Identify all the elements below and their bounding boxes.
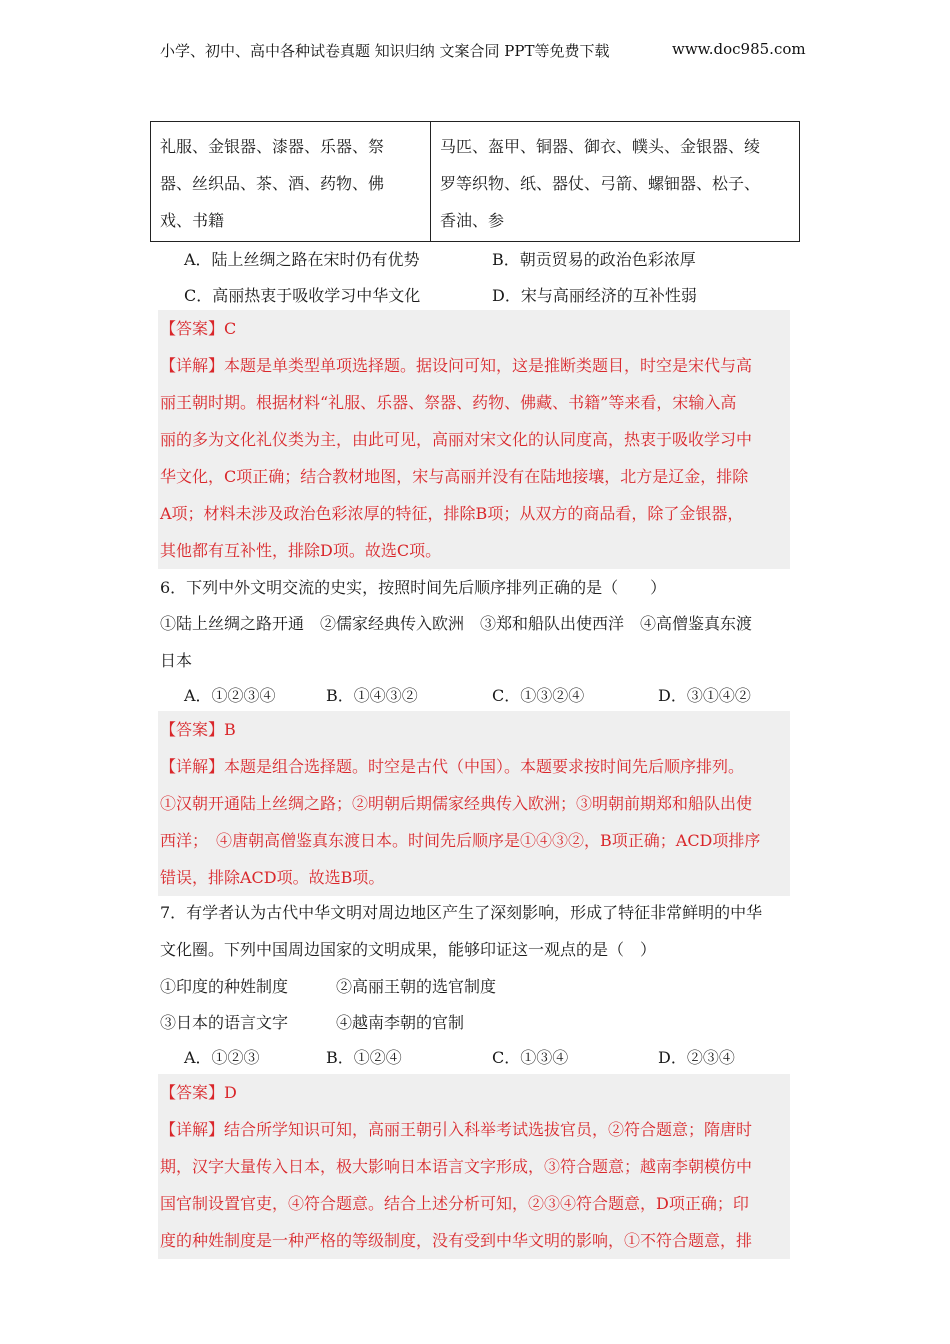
answer-label: 【答案】B — [160, 720, 236, 739]
header-site-link[interactable]: www.doc985.com — [672, 40, 806, 58]
explanation-line: 国官制设置官吏，④符合题意。结合上述分析可知，②③④符合题意，D项正确；印 — [160, 1194, 749, 1213]
explanation-line: 度的种姓制度是一种严格的等级制度，没有受到中华文明的影响，①不符合题意，排 — [160, 1231, 753, 1250]
q5-option-a: A．陆上丝绸之路在宋时仍有优势 — [184, 250, 420, 269]
q6-option-a: A．①②③④ — [184, 686, 276, 705]
q6-option-d: D．③①④② — [658, 686, 751, 705]
explanation-line: 【详解】结合所学知识可知，高丽王朝引入科举考试选拔官员，②符合题意；隋唐时 — [160, 1120, 753, 1139]
q7-answer-box — [158, 1074, 790, 1259]
q7-option-b: B．①②④ — [326, 1048, 402, 1067]
explanation-line: 西洋； ④唐朝高僧鉴真东渡日本。时间先后顺序是①④③②，B项正确；ACD项排序 — [160, 831, 761, 850]
header-text: 小学、初中、高中各种试卷真题 知识归纳 文案合同 PPT等免费下载 — [160, 42, 610, 60]
table-line: 戏、书籍 — [160, 211, 225, 230]
q7-option-d: D．②③④ — [658, 1048, 735, 1067]
q7-stem: 文化圈。下列中国周边国家的文明成果，能够印证这一观点的是（ ） — [160, 940, 657, 959]
table-line: 器、丝织品、茶、酒、药物、佛 — [160, 174, 385, 193]
explanation-line: 华文化，C项正确；结合教材地图，宋与高丽并没有在陆地接壤，北方是辽金，排除 — [160, 467, 749, 486]
q5-answer-box — [158, 310, 790, 569]
table-cell-goryeo-exports — [431, 122, 799, 241]
table-line: 马匹、盔甲、铜器、御衣、幞头、金银器、绫 — [440, 137, 761, 156]
explanation-line: 丽的多为文化礼仪类为主，由此可见，高丽对宋文化的认同度高，热衷于吸收学习中 — [160, 430, 753, 449]
explanation-line: 【详解】本题是单类型单项选择题。据设问可知，这是推断类题目，时空是宋代与高 — [160, 356, 753, 375]
table-cell-song-exports — [151, 122, 431, 241]
q7-items-line: ③日本的语言文字 ④越南李朝的官制 — [160, 1013, 465, 1032]
explanation-line: 错误，排除ACD项。故选B项。 — [160, 868, 385, 887]
answer-label: 【答案】D — [160, 1083, 237, 1102]
table-line: 礼服、金银器、漆器、乐器、祭 — [160, 137, 385, 156]
explanation-line: 【详解】本题是组合选择题。时空是古代（中国）。本题要求按时间先后顺序排列。 — [160, 757, 745, 776]
q7-option-c: C．①③④ — [492, 1048, 569, 1067]
explanation-line: 丽王朝时期。根据材料“礼服、乐器、祭器、药物、佛藏、书籍”等来看，宋输入高 — [160, 393, 737, 412]
explanation-line: 期，汉字大量传入日本，极大影响日本语言文字形成，③符合题意；越南李朝模仿中 — [160, 1157, 753, 1176]
explanation-line: A项；材料未涉及政治色彩浓厚的特征，排除B项；从双方的商品看，除了金银器， — [160, 504, 744, 523]
answer-label: 【答案】C — [160, 319, 237, 338]
q7-items-line: ①印度的种姓制度 ②高丽王朝的选官制度 — [160, 977, 497, 996]
explanation-line: 其他都有互补性，排除D项。故选C项。 — [160, 541, 442, 560]
q7-stem: 7．有学者认为古代中华文明对周边地区产生了深刻影响，形成了特征非常鲜明的中华 — [160, 903, 763, 922]
q6-items-line: 日本 — [160, 651, 193, 670]
explanation-line: ①汉朝开通陆上丝绸之路；②明朝后期儒家经典传入欧洲；③明朝前期郑和船队出使 — [160, 794, 753, 813]
page-header — [160, 40, 806, 61]
q5-option-c: C．高丽热衷于吸收学习中华文化 — [184, 286, 421, 305]
q5-option-d: D．宋与高丽经济的互补性弱 — [492, 286, 697, 305]
q6-answer-box — [158, 711, 790, 896]
q6-option-b: B．①④③② — [326, 686, 418, 705]
table-line: 香油、参 — [440, 211, 505, 230]
trade-goods-table — [150, 121, 800, 242]
q6-stem: 6．下列中外文明交流的史实，按照时间先后顺序排列正确的是（ ） — [160, 578, 667, 597]
q6-items-line: ①陆上丝绸之路开通 ②儒家经典传入欧洲 ③郑和船队出使西洋 ④高僧鉴真东渡 — [160, 614, 753, 633]
q7-option-a: A．①②③ — [184, 1048, 260, 1067]
q6-option-c: C．①③②④ — [492, 686, 585, 705]
table-line: 罗等织物、纸、器仗、弓箭、螺钿器、松子、 — [440, 174, 761, 193]
q5-option-b: B．朝贡贸易的政治色彩浓厚 — [492, 250, 696, 269]
